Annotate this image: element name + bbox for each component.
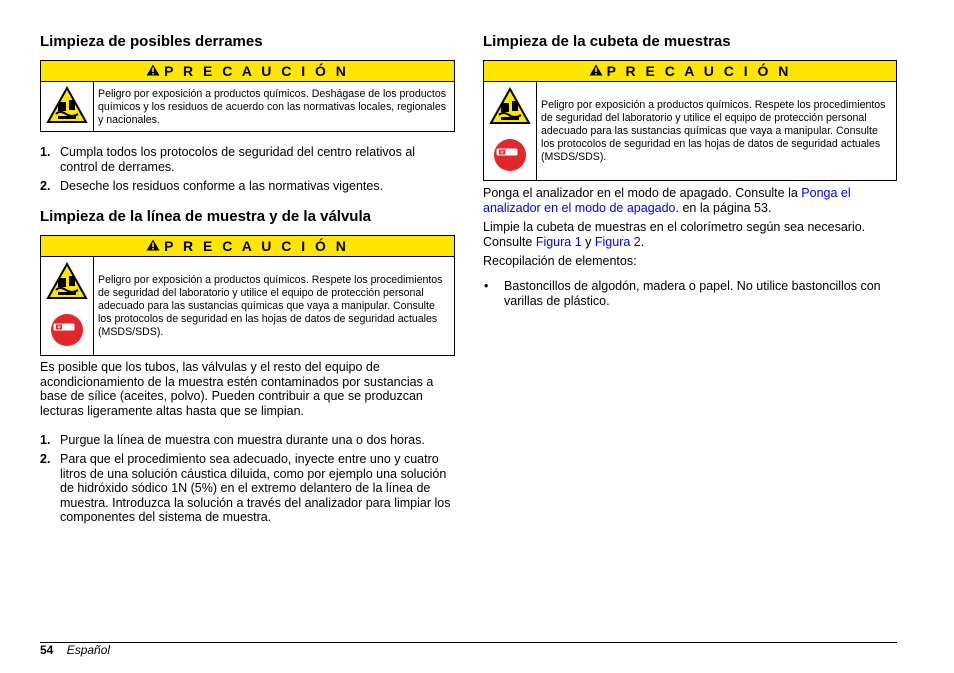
footer-divider (40, 642, 897, 643)
section-title-sample-line: Limpieza de la línea de muestra y de la válvula (40, 208, 371, 225)
chemical-hazard-icon (46, 262, 88, 305)
link-power-off[interactable]: Ponga el analizador en el modo de apagado (483, 186, 851, 215)
caution-header (484, 61, 896, 82)
paragraph: Recopilación de elementos: (483, 254, 637, 268)
list-text: Cumpla todos los protocolos de seguridad del centro relativos al control de derrames. (60, 145, 416, 174)
safety-goggles-icon (493, 138, 527, 177)
list-item (40, 179, 455, 194)
footer (40, 643, 110, 657)
caution-text: Peligro por exposición a productos químicos. Respete los procedimientos de seguridad del laboratorio y utilice el equipo de protección personal adecuado para las sustancias químicas que vaya a manipular. Consulte los protocolos de seguridad en las hojas de datos de seguridad actuales (MSDS/SDS). (98, 274, 443, 338)
caution-header (41, 236, 454, 257)
caution-header (41, 61, 454, 82)
list-number: 2. (40, 452, 51, 466)
list-item (40, 145, 455, 174)
section-title-spills: Limpieza de posibles derrames (40, 33, 263, 50)
caution-label: P R E C A U C I Ó N (164, 63, 349, 79)
paragraph-text: y (581, 234, 595, 249)
footer-language: Español (66, 643, 111, 657)
list-item (40, 452, 455, 525)
caution-box (40, 235, 455, 356)
chemical-hazard-icon (46, 86, 88, 129)
link-figure-2[interactable]: Figura 2 (594, 234, 641, 249)
warning-triangle-icon (146, 238, 160, 254)
link-figure-1[interactable]: Figura 1 (535, 234, 582, 249)
list-item (40, 433, 455, 448)
paragraph (483, 220, 897, 249)
caution-label: P R E C A U C I Ó N (164, 238, 349, 254)
page-number: 54 (40, 643, 54, 657)
caution-icon-cell (41, 257, 94, 356)
bullet-item (483, 279, 897, 308)
paragraph-text: Ponga el analizador en el modo de apagado. Consulte la (483, 186, 802, 200)
warning-triangle-icon (589, 63, 603, 79)
chemical-hazard-icon (489, 87, 531, 130)
caution-icon-cell (41, 82, 94, 132)
paragraph: Es posible que los tubos, las válvulas y el resto del equipo de acondicionamiento de la muestra estén contaminados por sustancias a base de sílice (aceites, polvo). Pueden contribuir a que se produzcan lecturas ligeramente altas hasta que se limpian. (40, 360, 434, 418)
list-number: 2. (40, 179, 51, 193)
list-number: 1. (40, 433, 51, 447)
caution-text: Peligro por exposición a productos químicos. Respete los procedimientos de seguridad del laboratorio y utilice el equipo de protección personal adecuado para las sustancias químicas que vaya a manipular. Consulte los protocolos de seguridad en las hojas de datos de seguridad actuales (MSDS/SDS). (541, 99, 886, 163)
list-text: Purgue la línea de muestra con muestra durante una o dos horas. (60, 433, 425, 447)
section-title-sample-cell: Limpieza de la cubeta de muestras (483, 33, 731, 50)
paragraph-text: Limpie la cubeta de muestras en el colorímetro según sea necesario. Consulte (483, 220, 866, 249)
paragraph (483, 186, 897, 215)
safety-goggles-icon (50, 313, 84, 352)
list-text: Para que el procedimiento sea adecuado, inyecte entre uno y cuatro litros de una solución cáustica diluida, como por ejemplo una solución de hidróxido sódico 1N (5%) en el extremo delantero de la línea de muestra. Introduzca la solución a través del analizador para limpiar los componentes del sistema de muestra. (60, 452, 451, 524)
bullet-mark: • (484, 279, 489, 293)
caution-label: P R E C A U C I Ó N (606, 63, 792, 79)
list-text: Deseche los residuos conforme a las normativas vigentes. (60, 179, 384, 193)
caution-text: Peligro por exposición a productos químicos. Deshágase de los productos químicos y los residuos de acuerdo con las normativas locales, regionales y nacionales. (98, 87, 447, 126)
bullet-text: Bastoncillos de algodón, madera o papel. No utilice bastoncillos con varillas de plástico. (504, 279, 881, 308)
caution-box (40, 60, 455, 132)
caution-icon-cell (484, 82, 537, 181)
warning-triangle-icon (146, 63, 160, 79)
list-number: 1. (40, 145, 51, 159)
caution-box (483, 60, 897, 181)
paragraph-text: . (640, 234, 645, 249)
paragraph-text: . en la página 53. (675, 200, 772, 215)
